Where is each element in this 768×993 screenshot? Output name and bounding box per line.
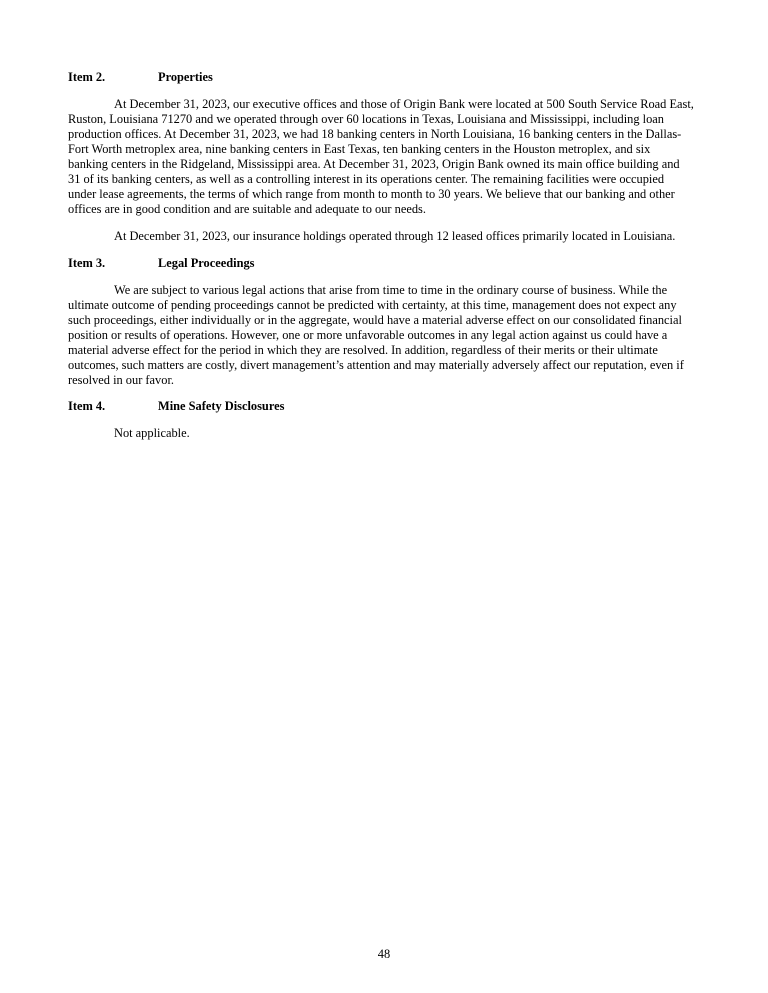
text-line: outcomes, such matters are costly, divert management’s attention and may materially adversely affect our reputation, even if [68,358,684,372]
text-line: ultimate outcome of pending proceedings cannot be predicted with certainty, at this time, management does not expect any [68,298,677,312]
text-line: under lease agreements, the terms of which range from month to month to 30 years. We believe that our banking and other [68,187,675,201]
text-line: We are subject to various legal actions that arise from time to time in the ordinary course of business. While the [114,283,668,297]
text-line: resolved in our favor. [68,373,174,387]
item-2-paragraph-2 [68,229,704,244]
text-line: Ruston, Louisiana 71270 and we operated through over 60 locations in Texas, Louisiana and Mississippi, including loan [68,112,664,126]
text-line: Fort Worth metroplex area, nine banking centers in East Texas, ten banking centers in the Houston metroplex, and six [68,142,651,156]
item-3-heading [68,256,254,271]
item-3-title: Legal Proceedings [158,256,255,270]
item-4-heading [68,399,284,414]
text-line: banking centers in the Ridgeland, Mississippi area. At December 31, 2023, Origin Bank owned its main office building and [68,157,680,171]
text-line: 31 of its banking centers, as well as a controlling interest in its operations center. The remaining facilities were occupied [68,172,665,186]
item-3-paragraph-1 [68,283,704,388]
text-line: Not applicable. [114,426,190,440]
page-number: 48 [377,947,391,961]
item-3-number: Item 3. [68,256,106,270]
text-line: At December 31, 2023, our executive offices and those of Origin Bank were located at 500 South Service Road East, [114,97,694,111]
text-line: such proceedings, either individually or in the aggregate, would have a material adverse effect on our consolidated financial [68,313,682,327]
item-2-paragraph-1 [68,97,704,217]
text-line: material adverse effect for the period in which they are resolved. In addition, regardless of their merits or their ultimate [68,343,658,357]
text-line: At December 31, 2023, our insurance holdings operated through 12 leased offices primarily located in Louisiana. [114,229,676,243]
text-line: position or results of operations. However, one or more unfavorable outcomes in any legal action against us could have a [68,328,668,342]
text-line: offices are in good condition and are suitable and adequate to our needs. [68,202,426,216]
item-4-number: Item 4. [68,399,106,413]
item-4-paragraph-1 [68,426,704,441]
item-2-heading [68,70,213,85]
item-2-number: Item 2. [68,70,106,84]
item-4-title: Mine Safety Disclosures [158,399,285,413]
text-line: production offices. At December 31, 2023, we had 18 banking centers in North Louisiana, 16 banking centers in the Dallas- [68,127,682,141]
item-2-title: Properties [158,70,213,84]
